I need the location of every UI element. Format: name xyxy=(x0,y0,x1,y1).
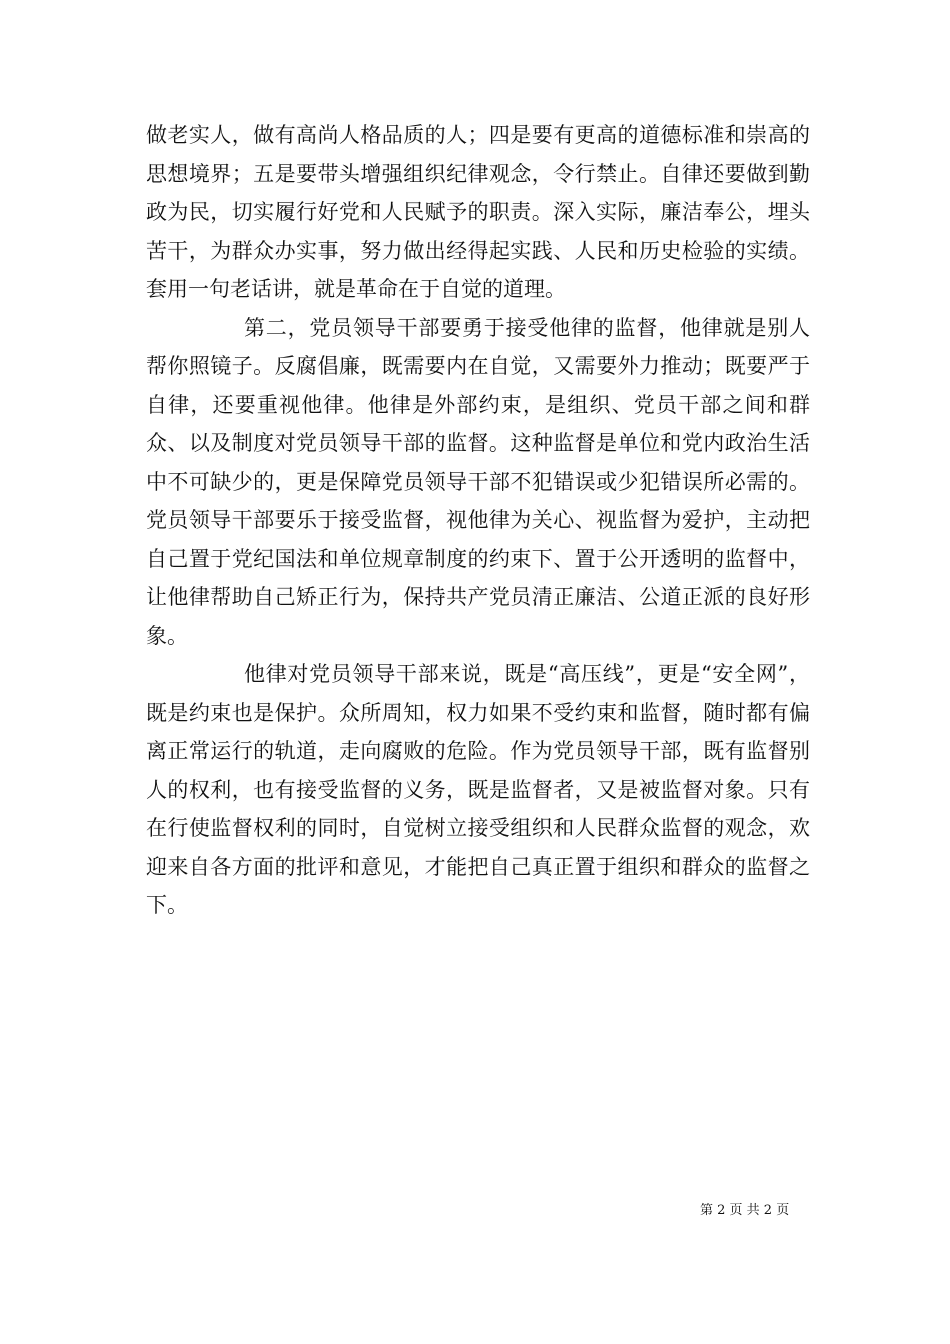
paragraph-second-point: 第二，党员领导干部要勇于接受他律的监督，他律就是别人帮你照镜子。反腐倡廉，既需要内在自觉，又需要外力推动；既要严于自律，还要重视他律。他律是外部约束，是组织、党员干部之间和群众、以及制度对党员领导干部的监督。这种监督是单位和党内政治生活中不可缺少的，更是保障党员领导干部不犯错误或少犯错误所必需的。党员领导干部要乐于接受监督，视他律为关心、视监督为爱护，主动把自己置于党纪国法和单位规章制度的约束下、置于公开透明的监督中，让他律帮助自己矫正行为，保持共产党员清正廉洁、公道正派的良好形象。 xyxy=(146,315,810,648)
page-number-footer: 第 2 页 共 2 页 xyxy=(700,1203,790,1218)
paragraph-continuation: 做老实人，做有高尚人格品质的人；四是要有更高的道德标准和崇高的思想境界；五是要带头增强组织纪律观念，令行禁止。自律还要做到勤政为民，切实履行好党和人民赋予的职责。深入实际，廉洁奉公，埋头苦干，为群众办实事，努力做出经得起实践、人民和历史检验的实绩。套用一句老话讲，就是革命在于自觉的道理。 xyxy=(146,123,810,301)
document-body xyxy=(146,116,810,925)
paragraph-supervision: 他律对党员领导干部来说，既是“高压线”，更是“安全网”，既是约束也是保护。众所周知，权力如果不受约束和监督，随时都有偏离正常运行的轨道，走向腐败的危险。作为党员领导干部，既有监督别人的权利，也有接受监督的义务，既是监督者，又是被监督对象。只有在行使监督权利的同时，自觉树立接受组织和人民群众监督的观念，欢迎来自各方面的批评和意见，才能把自己真正置于组织和群众的监督之下。 xyxy=(146,662,810,917)
